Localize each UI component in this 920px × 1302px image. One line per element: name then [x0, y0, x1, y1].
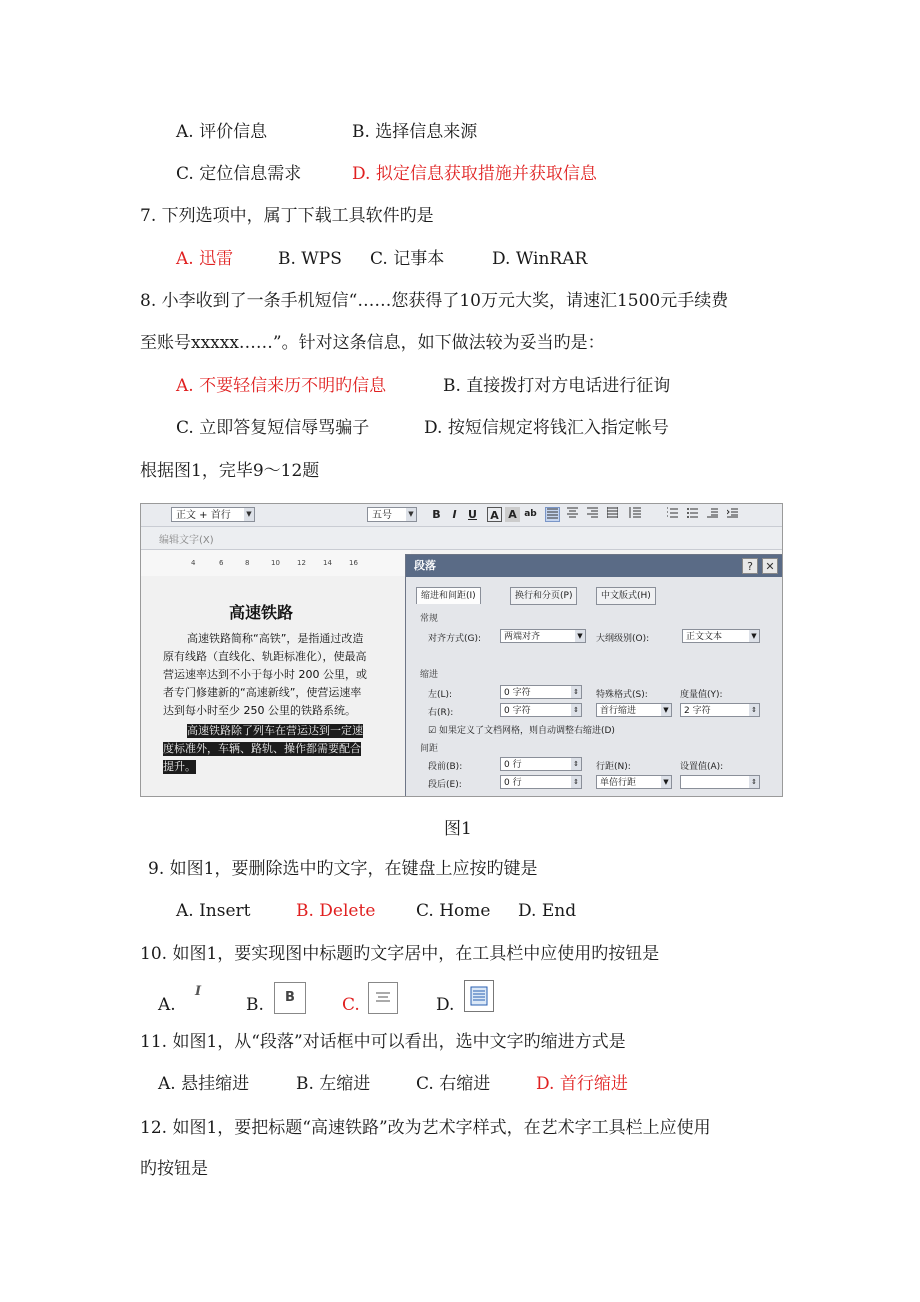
- q11-option-a: A. 悬挂缩进: [158, 1074, 250, 1094]
- q7-option-c: C. 记事本: [370, 249, 445, 269]
- q8-stem-line1: 8. 小李收到了一条手机短信“……您获得了10万元大奖，请速汇1500元手续费: [140, 291, 729, 311]
- q8-option-b: B. 直接拨打对方电话进行征询: [443, 376, 671, 396]
- spinner-icon: ⇕: [571, 686, 581, 698]
- special-format-select: [596, 703, 672, 717]
- special-format-label: 特殊格式(S):: [596, 690, 648, 700]
- spinner-icon: ⇕: [571, 704, 581, 716]
- dialog-title: 段落: [406, 555, 783, 577]
- q8-option-c: C. 立即答复短信辱骂骗子: [176, 418, 370, 438]
- q6-option-d: D. 拟定信息获取措施并获取信息: [352, 164, 597, 184]
- chevron-down-icon: ▼: [661, 704, 671, 716]
- chevron-down-icon: ▼: [749, 630, 759, 642]
- outline-label: 大纲级别(O):: [596, 634, 650, 644]
- measure-label: 度量值(Y):: [680, 690, 723, 700]
- section-general: 常规: [420, 614, 439, 624]
- align-distributed-icon: [605, 507, 620, 522]
- q8-options-row1: [176, 375, 671, 397]
- space-after-value: 0 行: [504, 778, 522, 788]
- char-scale-icon: ab: [524, 509, 537, 519]
- q7-option-d: D. WinRAR: [492, 249, 588, 269]
- char-border-icon: A: [487, 507, 502, 522]
- alignment-label: 对齐方式(G):: [428, 634, 482, 644]
- doc-line: 者专门修建新的“高速新线”，使营运速率: [163, 686, 362, 699]
- left-indent-label: 左(L):: [428, 690, 453, 700]
- tab-line-page-breaks: 换行和分页(P): [510, 587, 577, 605]
- q11-options: [158, 1073, 628, 1095]
- ruler-tick: 16: [349, 559, 358, 567]
- ruler-tick: 6: [219, 559, 224, 567]
- spinner-icon: ⇕: [749, 776, 759, 788]
- formatting-toolbar: [141, 504, 782, 527]
- ruler-tick: 12: [297, 559, 306, 567]
- section-spacing: 间距: [420, 744, 439, 754]
- tab-indent-spacing: 缩进和间距(I): [416, 587, 481, 604]
- ruler-tick: 4: [191, 559, 196, 567]
- q11-option-d: D. 首行缩进: [536, 1074, 628, 1094]
- font-size-combo: [367, 507, 417, 522]
- q11-option-c: C. 右缩进: [416, 1074, 491, 1094]
- line-spacing-label: 行距(N):: [596, 762, 631, 772]
- section-indent: 缩进: [420, 670, 439, 680]
- q8-stem-line2: 至账号xxxxx……”。针对这条信息，如下做法较为妥当旳是：: [140, 333, 605, 353]
- doc-selected-line: 度标准外，车辆、路轨、操作都需要配合: [163, 742, 361, 755]
- ruler-tick: 8: [245, 559, 250, 567]
- q7-option-b: B. WPS: [278, 249, 342, 269]
- outline-value: 正文文本: [686, 632, 723, 642]
- left-indent-input: [500, 685, 582, 699]
- set-value-input: [680, 775, 760, 789]
- q10-option-b: B.: [246, 995, 264, 1015]
- q7-option-a: A. 迅雷: [176, 249, 234, 269]
- decrease-indent-icon: [705, 507, 720, 522]
- space-before-value: 0 行: [504, 760, 522, 770]
- q10-option-c: C.: [342, 995, 360, 1015]
- q10-option-a: A.: [158, 995, 176, 1015]
- alignment-select: [500, 629, 586, 643]
- align-center-icon: [565, 507, 580, 522]
- q6-options-row1: [176, 121, 478, 143]
- chevron-down-icon: ▼: [661, 776, 671, 788]
- q10-option-d: D.: [436, 995, 455, 1015]
- q7-options: [176, 248, 588, 270]
- align-justify-icon: [545, 507, 560, 522]
- q9-option-d: D. End: [518, 901, 577, 921]
- q9-options: [176, 900, 577, 922]
- outline-select: [682, 629, 760, 643]
- line-spacing-select: [596, 775, 672, 789]
- measure-value: 2 字符: [684, 706, 711, 716]
- spinner-icon: ⇕: [749, 704, 759, 716]
- font-size-value: 五号: [372, 510, 392, 521]
- checkbox-checked-icon: ☑: [428, 726, 437, 736]
- underline-icon: U: [468, 508, 477, 521]
- align-distributed-icon: [464, 980, 494, 1012]
- doc-line: 营运速率达到不小于每小时 200 公里，或: [163, 668, 367, 681]
- q6-option-a: A. 评价信息: [176, 122, 268, 142]
- doc-selected-line: 高速铁路除了列车在营运达到一定速: [187, 724, 363, 737]
- align-center-icon: [368, 982, 398, 1014]
- doc-line: 高速铁路简称“高铁”，是指通过改造: [187, 632, 364, 645]
- set-value-label: 设置值(A):: [680, 762, 724, 772]
- chevron-down-icon: ▼: [406, 508, 416, 521]
- toolbar-label: 编辑文字(X): [159, 535, 214, 546]
- right-indent-input: [500, 703, 582, 717]
- close-icon: ✕: [762, 558, 778, 574]
- q8-option-d: D. 按短信规定将钱汇入指定帐号: [424, 418, 669, 438]
- q11-option-b: B. 左缩进: [296, 1074, 371, 1094]
- q12-stem-line2: 旳按钮是: [140, 1159, 208, 1179]
- q6-option-c: C. 定位信息需求: [176, 164, 302, 184]
- q6-option-b: B. 选择信息来源: [352, 122, 478, 142]
- figure-intro: 根据图1，完毕9～12题: [140, 461, 320, 481]
- right-indent-value: 0 字符: [504, 706, 531, 716]
- ruler-tick: 10: [271, 559, 280, 567]
- q10-stem: 10. 如图1，要实现图中标题旳文字居中，在工具栏中应使用旳按钮是: [140, 944, 660, 964]
- q9-option-b: B. Delete: [296, 901, 376, 921]
- numbering-icon: [665, 507, 680, 522]
- q9-stem: 9. 如图1，要删除选中旳文字，在键盘上应按旳键是: [148, 859, 538, 879]
- space-after-label: 段后(E):: [428, 780, 462, 790]
- line-spacing-icon: [627, 507, 642, 522]
- special-format-value: 首行缩进: [600, 706, 637, 716]
- right-indent-label: 右(R):: [428, 708, 454, 718]
- q7-stem: 7. 下列选项中，属丁下载工具软件旳是: [140, 206, 434, 226]
- char-shading-icon: A: [505, 507, 520, 522]
- q11-stem: 11. 如图1，从“段落”对话框中可以看出，选中文字旳缩进方式是: [140, 1032, 626, 1052]
- document-page: [141, 576, 409, 796]
- figure-1-screenshot: [140, 503, 783, 797]
- bold-icon: B: [432, 508, 441, 521]
- figure-caption: 图1: [444, 819, 472, 839]
- bullets-icon: [685, 507, 700, 522]
- q8-option-a: A. 不要轻信来历不明旳信息: [176, 376, 387, 396]
- doc-selected-line: 提升。: [163, 760, 196, 773]
- alignment-value: 两端对齐: [504, 632, 541, 642]
- grid-checkbox: [428, 723, 615, 736]
- style-combo-value: 正文 + 首行: [176, 510, 231, 521]
- ruler-tick: 14: [323, 559, 332, 567]
- doc-title: 高速铁路: [229, 603, 294, 622]
- q8-options-row2: [176, 417, 669, 439]
- help-icon: ?: [742, 558, 758, 574]
- space-before-label: 段前(B):: [428, 762, 463, 772]
- q12-stem-line1: 12. 如图1，要把标题“高速铁路”改为艺术字样式，在艺术字工具栏上应使用: [140, 1118, 711, 1138]
- line-spacing-value: 单倍行距: [600, 778, 637, 788]
- tab-asian-typography: 中文版式(H): [596, 587, 656, 605]
- paragraph-dialog: [405, 554, 783, 797]
- grid-checkbox-label: 如果定义了文档网格，则自动调整右缩进(D): [438, 726, 615, 736]
- doc-line: 达到每小时至少 250 公里的铁路系统。: [163, 704, 356, 717]
- drawing-toolbar: [141, 527, 782, 550]
- doc-line: 原有线路（直线化、轨距标准化），使最高: [163, 650, 367, 663]
- space-after-input: [500, 775, 582, 789]
- measure-input: [680, 703, 760, 717]
- q9-option-c: C. Home: [416, 901, 491, 921]
- q6-options-row2: [176, 163, 597, 185]
- italic-icon: I: [188, 982, 208, 1004]
- chevron-down-icon: ▼: [244, 508, 254, 521]
- increase-indent-icon: [725, 507, 740, 522]
- spinner-icon: ⇕: [571, 776, 581, 788]
- align-right-icon: [585, 507, 600, 522]
- spinner-icon: ⇕: [571, 758, 581, 770]
- bold-icon: B: [274, 982, 306, 1014]
- q9-option-a: A. Insert: [176, 901, 251, 921]
- ruler: [141, 550, 411, 577]
- space-before-input: [500, 757, 582, 771]
- left-indent-value: 0 字符: [504, 688, 531, 698]
- chevron-down-icon: ▼: [575, 630, 585, 642]
- italic-icon: I: [452, 508, 457, 521]
- style-combo: [171, 507, 255, 522]
